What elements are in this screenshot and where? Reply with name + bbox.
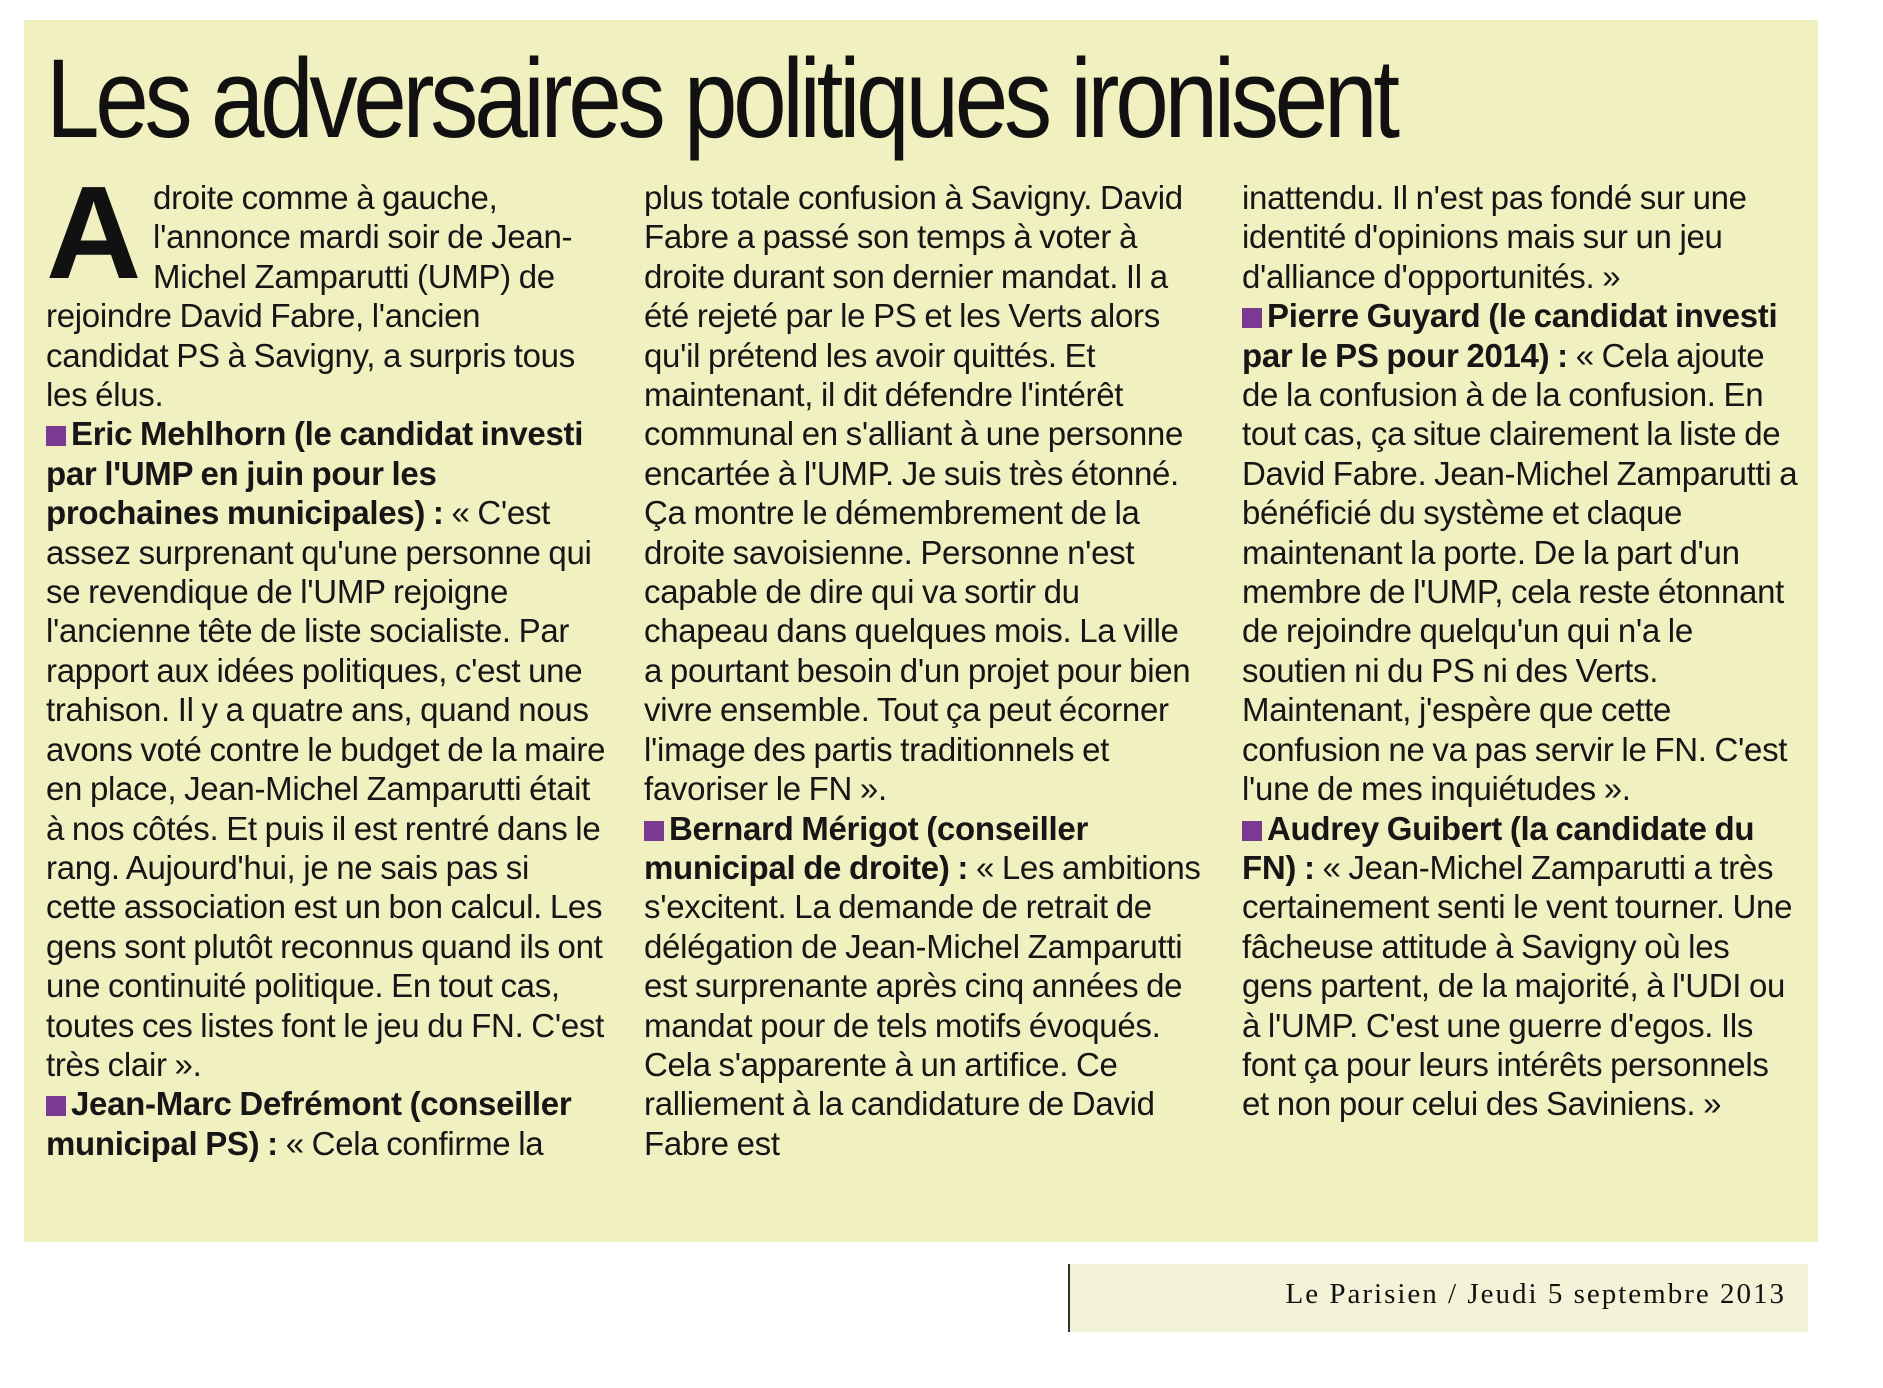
square-bullet-icon: [46, 1096, 66, 1116]
quote-speaker: Bernard Mérigot (conseiller municipal de droite) :: [644, 809, 1088, 886]
quote-continuation: [644, 178, 1204, 809]
square-bullet-icon: [1242, 821, 1262, 841]
source-line: [1068, 1264, 1808, 1332]
quote-paragraph: [644, 809, 1204, 1164]
quote-speaker: Audrey Guibert (la candidate du FN) :: [1242, 809, 1755, 886]
newspaper-clipping: [24, 20, 1818, 1242]
drop-cap: A: [46, 159, 142, 306]
quote-paragraph: [1242, 296, 1802, 808]
quote-text: « Cela ajoute de la confusion à de la confusion. En tout cas, ça situe clairement la liste de David Fabre. Jean-Michel Zamparutti a bénéficié du système et claque maintenant la porte. De la part d'un membre de l'UMP, cela reste étonnant de rejoindre quelqu'un qui n'a le soutien ni du PS ni des Verts. Maintenant, j'espère que cette confusion ne va pas servir le FN. C'est l'une de mes inquiétudes ».: [1242, 336, 1798, 808]
article-headline: Les adversaires politiques ironisent: [46, 36, 1396, 161]
quote-continuation: [1242, 178, 1802, 296]
quote-text: « C'est assez surprenant qu'une personne qui se revendique de l'UMP rejoigne l'ancienne tête de liste socialiste. Par rapport aux idées politiques, c'est une trahison. Il y a quatre ans, quand nous avons voté contre le budget de la maire en place, Jean-Michel Zamparutti était à nos côtés. Et puis il est rentré dans le rang. Aujourd'hui, je ne sais pas si cette association est un bon calcul. Les gens sont plutôt reconnus quand ils ont une continuité politique. En tout cas, toutes ces listes font le jeu du FN. C'est très clair ».: [46, 494, 606, 1083]
quote-speaker: Jean-Marc Defrémont (conseiller municipal PS) :: [46, 1085, 572, 1162]
intro-text: droite comme à gauche, l'annonce mardi soir de Jean-Michel Zamparutti (UMP) de rejoindre David Fabre, l'ancien candidat PS à Savigny, a surpris tous les élus.: [46, 179, 575, 414]
quote-speaker: Pierre Guyard (le candidat investi par le PS pour 2014) :: [1242, 297, 1778, 374]
article-column-1: [46, 159, 606, 1163]
square-bullet-icon: [46, 426, 66, 446]
quote-speaker: Eric Mehlhorn (le candidat investi par l'UMP en juin pour les prochaines municipales) :: [46, 415, 584, 532]
quote-text-part: « Les ambitions s'excitent. La demande de retrait de délégation de Jean-Michel Zamparutti est surprenante après cinq années de mandat pour de tels motifs évoqués. Cela s'apparente à un artifice. Ce ralliement à la candidature de David Fabre est: [644, 848, 1201, 1162]
article-column-2: [644, 178, 1204, 1163]
quote-text: « Jean-Michel Zamparutti a très certainement senti le vent tourner. Une fâcheuse attitude à Savigny où les gens partent, de la majorité, à l'UDI ou à l'UMP. C'est une guerre d'egos. Ils font ça pour leurs intérêts personnels et non pour celui des Saviniens. »: [1242, 848, 1793, 1123]
quote-text-part: inattendu. Il n'est pas fondé sur une identité d'opinions mais sur un jeu d'alliance d'opportunités. »: [1242, 179, 1747, 295]
quote-paragraph: [46, 414, 606, 1084]
source-text: Le Parisien / Jeudi 5 septembre 2013: [1285, 1278, 1786, 1310]
square-bullet-icon: [644, 821, 664, 841]
article-intro: [46, 159, 606, 414]
quote-paragraph: [46, 1084, 606, 1163]
quote-paragraph: [1242, 809, 1802, 1124]
square-bullet-icon: [1242, 308, 1262, 328]
quote-text-part: « Cela confirme la: [277, 1124, 544, 1162]
quote-text-part: plus totale confusion à Savigny. David Fabre a passé son temps à voter à droite durant son dernier mandat. Il a été rejeté par le PS et les Verts alors qu'il prétend les avoir quittés. Et maintenant, il dit défendre l'intérêt communal en s'alliant à une personne encartée à l'UMP. Je suis très étonné. Ça montre le démembrement de la droite savoisienne. Personne n'est capable de dire qui va sortir du chapeau dans quelques mois. La ville a pourtant besoin d'un projet pour bien vivre ensemble. Tout ça peut écorner l'image des partis traditionnels et favoriser le FN ».: [644, 179, 1191, 808]
article-column-3: [1242, 178, 1802, 1124]
